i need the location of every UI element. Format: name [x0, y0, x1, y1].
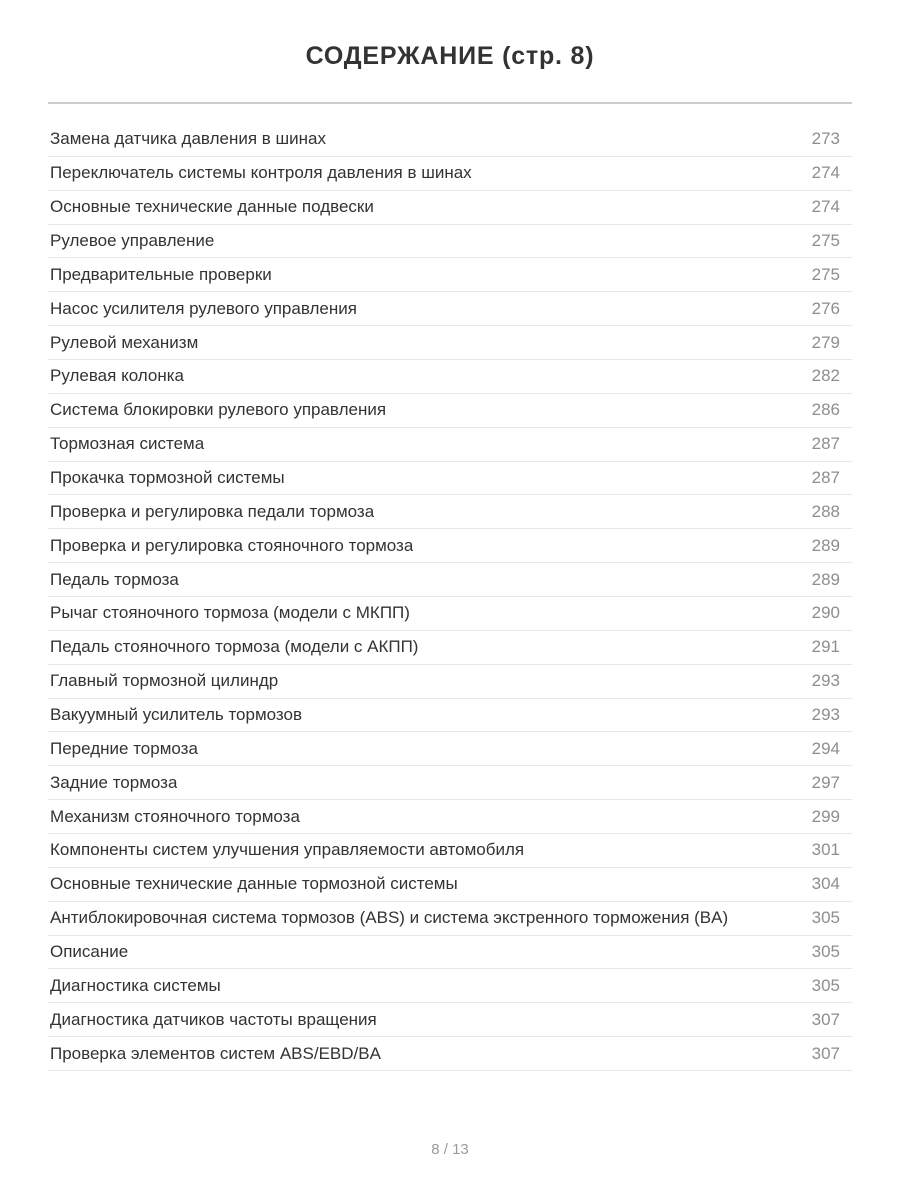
toc-entry-page-number: 288 [811, 501, 840, 521]
toc-entry[interactable] [48, 1003, 852, 1037]
toc-entry[interactable] [48, 191, 852, 225]
toc-entry[interactable] [48, 157, 852, 191]
toc-entry[interactable] [48, 1037, 852, 1071]
toc-entry-page-number: 293 [811, 705, 840, 725]
toc-entry-page-number: 293 [811, 671, 840, 691]
toc-entry[interactable] [48, 936, 852, 970]
toc-entry-page-number: 299 [811, 806, 840, 826]
toc-entry[interactable] [48, 394, 852, 428]
toc-entry-page-number: 275 [811, 264, 840, 284]
toc-entry-label: Насос усилителя рулевого управления [50, 298, 357, 318]
toc-entry-label: Основные технические данные тормозной системы [50, 874, 458, 894]
toc-entry[interactable] [48, 732, 852, 766]
toc-entry-label: Передние тормоза [50, 738, 198, 758]
toc-entry[interactable] [48, 360, 852, 394]
toc-entry-page-number: 301 [811, 840, 840, 860]
toc-entry[interactable] [48, 225, 852, 259]
toc-entry[interactable] [48, 665, 852, 699]
toc-entry-page-number: 307 [811, 1043, 840, 1063]
toc-entry-label: Основные технические данные подвески [50, 197, 374, 217]
toc-entry-label: Описание [50, 942, 129, 962]
toc-entry[interactable] [48, 800, 852, 834]
toc-entry-label: Система блокировки рулевого управления [50, 400, 387, 420]
toc-entry-page-number: 307 [811, 1009, 840, 1029]
toc-entry-label: Проверка и регулировка педали тормоза [50, 501, 375, 521]
toc-entry-label: Вакуумный усилитель тормозов [50, 705, 302, 725]
page-title: СОДЕРЖАНИЕ (стр. 8) [305, 42, 595, 70]
toc-entry-page-number: 294 [811, 738, 840, 758]
toc-entry[interactable] [48, 699, 852, 733]
toc-entry[interactable] [48, 292, 852, 326]
toc-entry-label: Рулевое управление [50, 231, 215, 250]
toc-entry-page-number: 305 [811, 942, 840, 962]
toc-entry-page-number: 304 [811, 874, 840, 894]
toc-entry[interactable] [48, 969, 852, 1003]
toc-entry-page-number: 276 [811, 298, 840, 318]
toc-entry-label: Механизм стояночного тормоза [50, 806, 300, 826]
toc-entry-label: Проверка и регулировка стояночного тормоза [50, 535, 414, 555]
toc-entry-page-number: 305 [811, 908, 840, 928]
toc-entry[interactable] [48, 868, 852, 902]
toc-entry-label: Антиблокировочная система тормозов (ABS) и система экстренного торможения (BA) [50, 908, 729, 928]
toc-entry-page-number: 289 [811, 569, 840, 589]
title-divider [48, 102, 852, 104]
toc-entry-page-number: 305 [811, 975, 840, 995]
toc-entry[interactable] [48, 428, 852, 462]
toc-entry-page-number: 279 [811, 332, 840, 352]
toc-entry-page-number: 273 [811, 129, 840, 149]
toc-entry[interactable] [48, 123, 852, 157]
toc-entry-label: Диагностика системы [50, 975, 221, 995]
toc-entry[interactable] [48, 563, 852, 597]
toc-entry[interactable] [48, 902, 852, 936]
toc-entry-label: Предварительные проверки [50, 264, 272, 284]
toc-entry-label: Тормозная система [50, 434, 205, 454]
toc-entry-page-number: 297 [811, 772, 840, 792]
toc-entry-label: Педаль стояночного тормоза (модели с АКПП) [50, 637, 419, 657]
toc-entry-page-number: 274 [811, 163, 840, 183]
pagination-indicator: 8 / 13 [431, 1141, 469, 1159]
toc-entry[interactable] [48, 529, 852, 563]
toc-entry-page-number: 287 [811, 434, 840, 454]
toc-entry[interactable] [48, 326, 852, 360]
toc-entry-page-number: 282 [811, 366, 840, 386]
toc-entry-label: Проверка элементов систем ABS/EBD/BA [50, 1043, 381, 1063]
toc-entry-page-number: 287 [811, 468, 840, 488]
toc-entry[interactable] [48, 766, 852, 800]
toc-entry-label: Педаль тормоза [50, 569, 179, 589]
toc-entry-label: Главный тормозной цилиндр [50, 671, 279, 691]
toc-entry-label: Переключатель системы контроля давления в шинах [50, 163, 472, 183]
toc-entry[interactable] [48, 834, 852, 868]
toc-entry-label: Прокачка тормозной системы [50, 468, 285, 488]
toc-entry[interactable] [48, 495, 852, 529]
toc-entry-label: Рычаг стояночного тормоза (модели с МКПП) [50, 603, 410, 623]
toc-entry-label: Замена датчика давления в шинах [50, 129, 326, 149]
toc-entry[interactable] [48, 462, 852, 496]
toc-entry-page-number: 274 [811, 197, 840, 217]
toc-entry-label: Рулевой механизм [50, 332, 199, 352]
toc-entry-label: Компоненты систем улучшения управляемости автомобиля [50, 840, 525, 860]
toc-entry[interactable] [48, 258, 852, 292]
toc-entry-label: Рулевая колонка [50, 366, 184, 386]
toc-entry[interactable] [48, 597, 852, 631]
toc-list [48, 123, 852, 1071]
toc-entry-page-number: 290 [811, 603, 840, 623]
toc-entry-label: Диагностика датчиков частоты вращения [50, 1009, 377, 1029]
toc-entry-label: Задние тормоза [50, 772, 178, 792]
toc-entry-page-number: 289 [811, 535, 840, 555]
toc-entry-page-number: 286 [811, 400, 840, 420]
toc-entry[interactable] [48, 631, 852, 665]
toc-entry-page-number: 291 [811, 637, 840, 657]
toc-entry-page-number: 275 [811, 231, 840, 250]
